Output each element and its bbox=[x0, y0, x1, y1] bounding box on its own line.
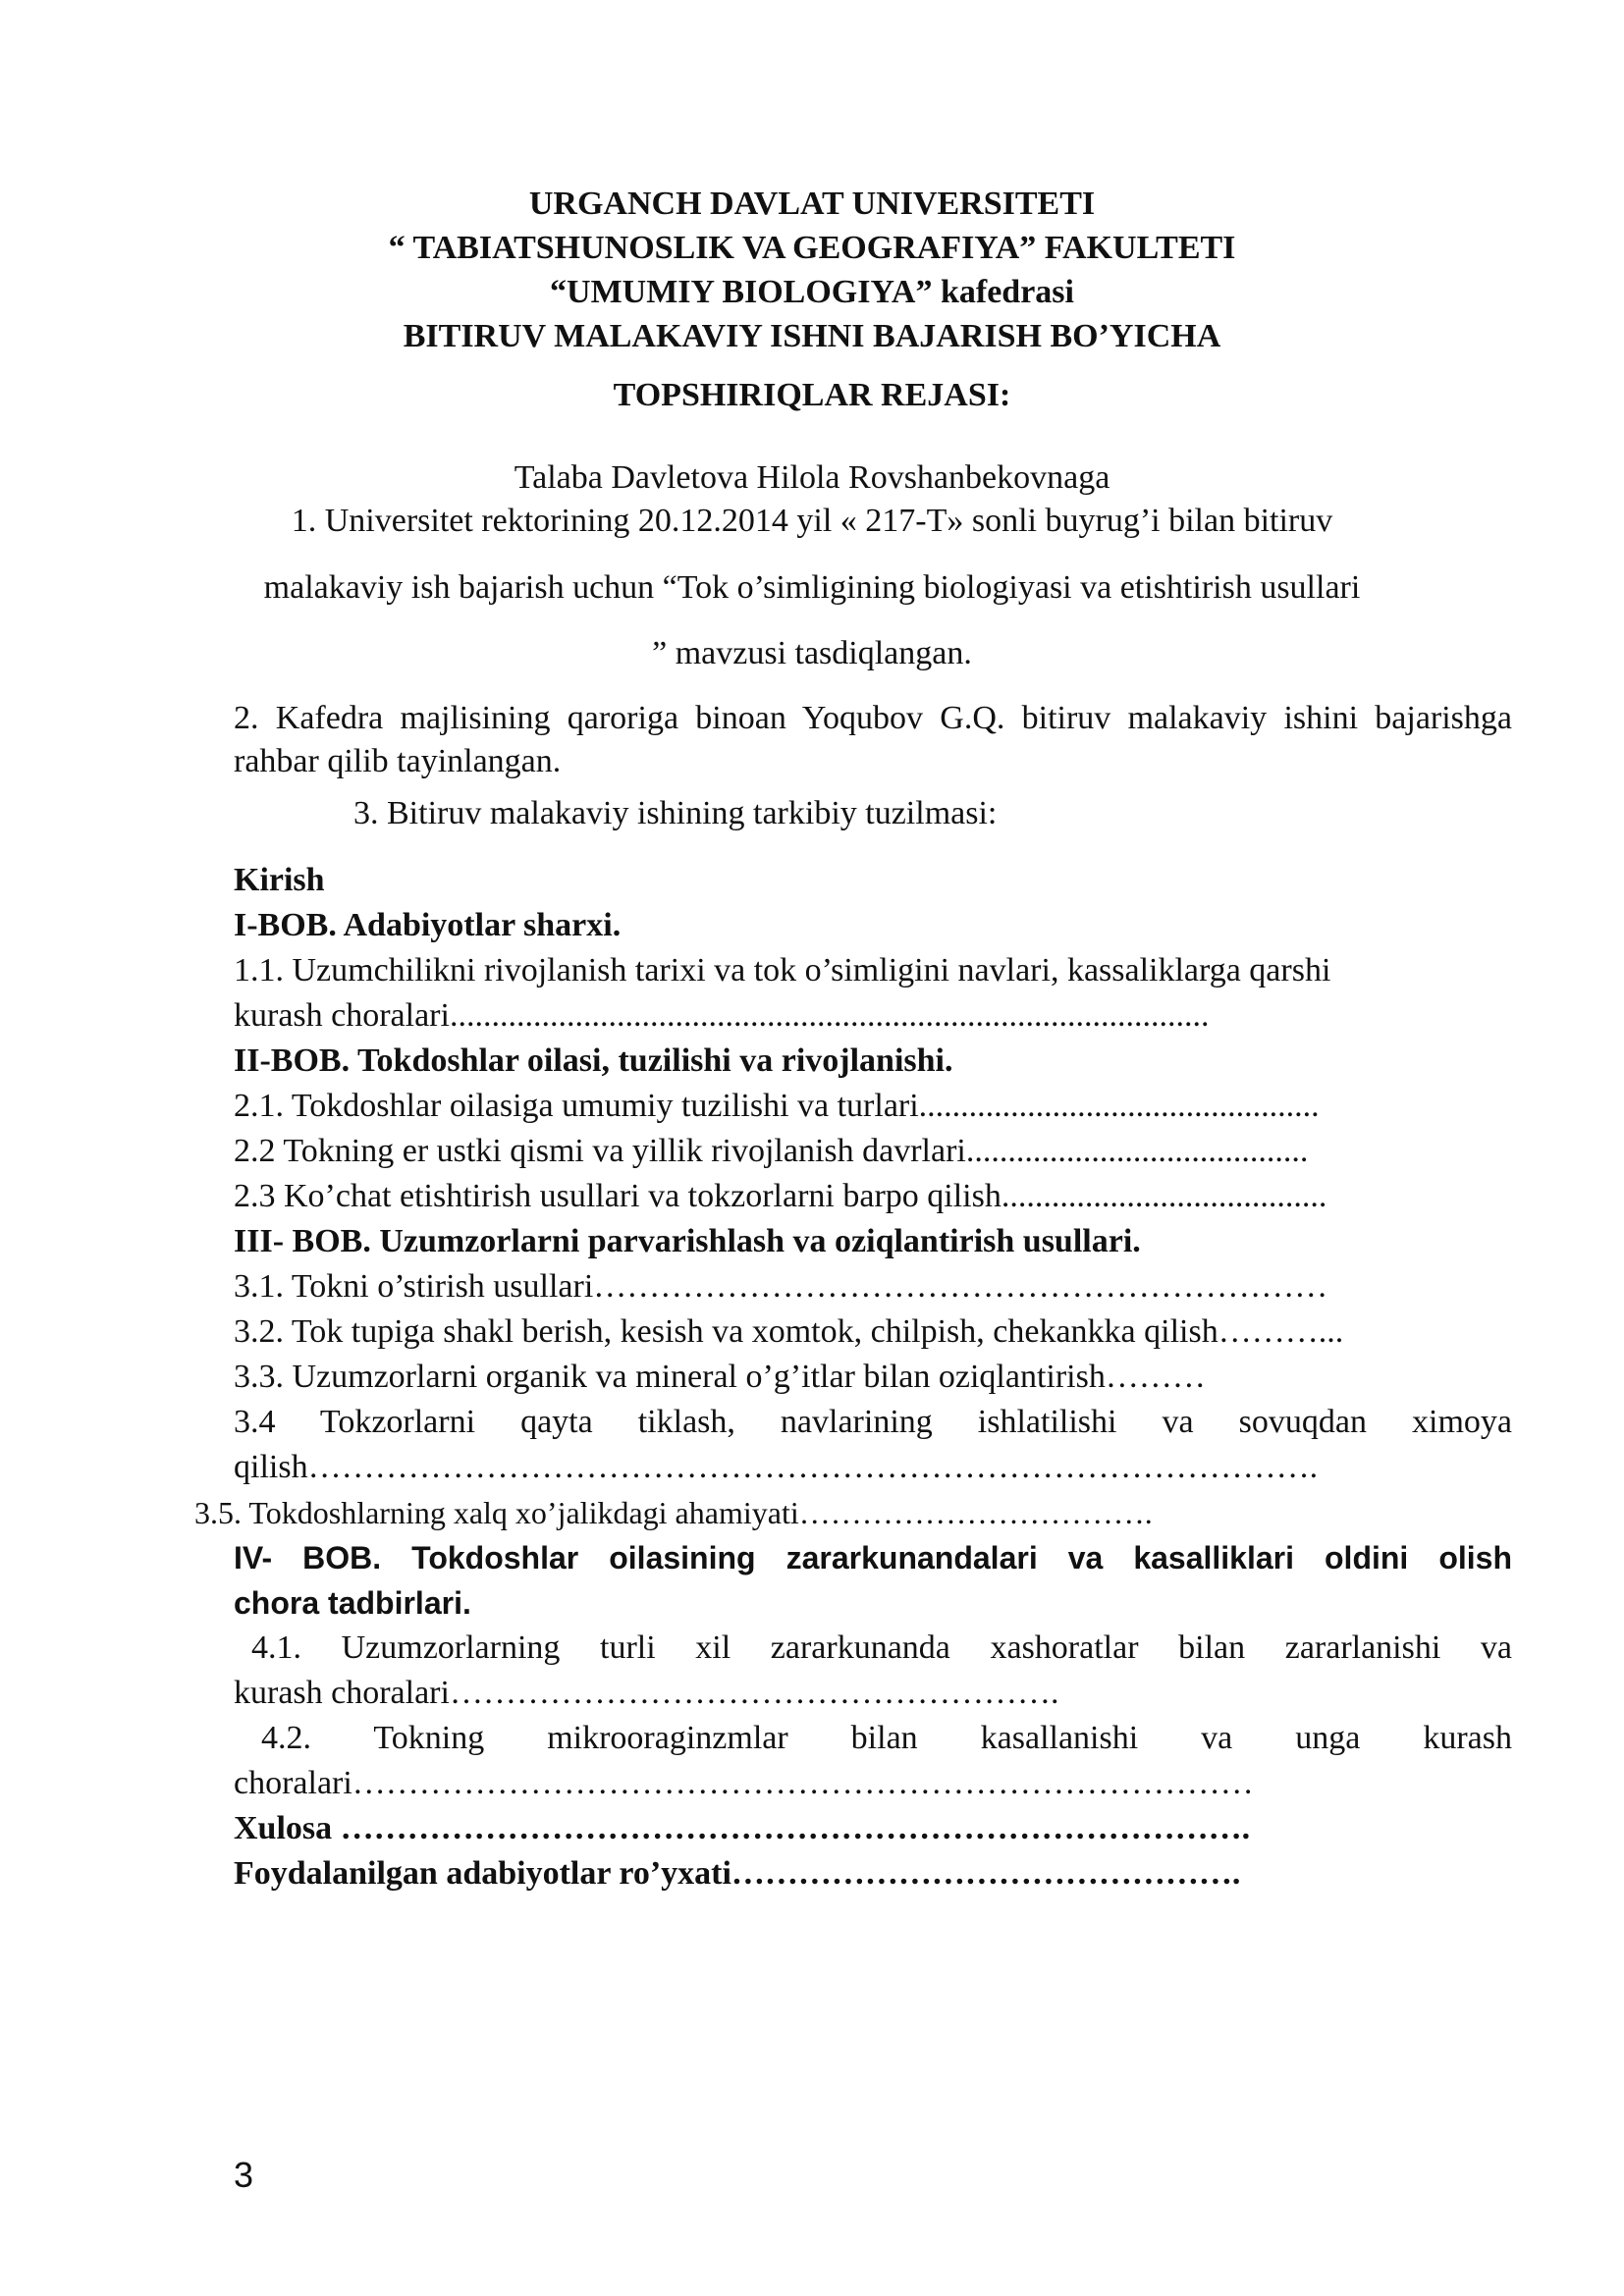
document-purpose: BITIRUV MALAKAVIY ISHNI BAJARISH BO’YICHA bbox=[403, 318, 1221, 354]
toc-chapter-4a: IV- BOB. Tokdoshlar oilasining zararkunandalari va kasalliklari oldini olish bbox=[234, 1540, 1512, 1575]
toc-section-2-3: 2.3 Ko’chat etishtirish usullari va tokzorlarni barpo qilish....................................... bbox=[234, 1178, 1327, 1214]
document-header bbox=[0, 182, 1624, 358]
item1-line3: ” mavzusi tasdiqlangan. bbox=[652, 635, 972, 671]
toc-chapter-4b: chora tadbirlari. bbox=[234, 1585, 471, 1621]
item2-paragraph: 2. Kafedra majlisining qaroriga binoan Yoqubov G.Q. bitiruv malakaviy ishini bajarishga rahbar qilib tayinlangan. bbox=[234, 700, 1512, 779]
university-name: URGANCH DAVLAT UNIVERSITETI bbox=[528, 186, 1096, 222]
department-name: “UMUMIY BIOLOGIYA” kafedrasi bbox=[550, 274, 1074, 310]
toc-conclusion: Xulosa ………………………………………………………………………. bbox=[234, 1810, 1251, 1846]
toc-chapter-2: II-BOB. Tokdoshlar oilasi, tuzilishi va rivojlanishi. bbox=[234, 1042, 953, 1079]
toc-chapter-3: III- BOB. Uzumzorlarni parvarishlash va oziqlantirish usullari. bbox=[234, 1223, 1141, 1259]
item1-line1: 1. Universitet rektorining 20.12.2014 yil « 217-T» sonli buyrug’i bilan bitiruv bbox=[291, 503, 1333, 539]
toc-section-3-3: 3.3. Uzumzorlarni organik va mineral o’g’itlar bilan oziqlantirish……… bbox=[234, 1359, 1206, 1395]
toc-section-4-1a: 4.1. Uzumzorlarning turli xil zararkunanda xashoratlar bilan zararlanishi va bbox=[251, 1629, 1512, 1666]
student-line: Talaba Davletova Hilola Rovshanbekovnaga bbox=[514, 459, 1110, 496]
toc-section-3-4b: qilish………………………………………………………………………………. bbox=[234, 1449, 1319, 1485]
toc-section-4-1b: kurash choralari………………………………………………. bbox=[234, 1675, 1059, 1711]
table-of-contents bbox=[194, 858, 1512, 1896]
toc-section-3-1: 3.1. Tokni o’stirish usullari………………………………………………………… bbox=[234, 1268, 1328, 1305]
plan-title: TOPSHIRIQLAR REJASI: bbox=[613, 377, 1011, 413]
toc-section-4-2b: choralari……………………………………………………………………… bbox=[234, 1765, 1254, 1801]
toc-section-2-2: 2.2 Tokning er ustki qismi va yillik rivojlanish davrlari......................................... bbox=[234, 1133, 1309, 1169]
toc-section-3-5: 3.5. Tokdoshlarning xalq xo’jalikdagi ahamiyati……………………………. bbox=[194, 1495, 1153, 1530]
faculty-name: “ TABIATSHUNOSLIK VA GEOGRAFIYA” FAKULTETI bbox=[388, 230, 1236, 266]
toc-section-4-2a: 4.2. Tokning mikrooraginzmlar bilan kasallanishi va unga kurash bbox=[261, 1720, 1512, 1756]
item1-line2: malakaviy ish bajarish uchun “Tok o’simligining biologiyasi va etishtirish usullari bbox=[263, 569, 1361, 606]
item3-line: 3. Bitiruv malakaviy ishining tarkibiy tuzilmasi: bbox=[353, 795, 998, 831]
toc-section-2-1: 2.1. Tokdoshlar oilasiga umumiy tuzilishi va turlari................................................ bbox=[234, 1088, 1320, 1124]
toc-chapter-1: I-BOB. Adabiyotlar sharxi. bbox=[234, 907, 622, 943]
toc-section-1-1b: kurash choralari........................................................................................... bbox=[234, 997, 1210, 1034]
page-number: 3 bbox=[234, 2155, 254, 2195]
toc-section-3-4a: 3.4 Tokzorlarni qayta tiklash, navlarining ishlatilishi va sovuqdan ximoya bbox=[234, 1404, 1512, 1440]
toc-section-1-1a: 1.1. Uzumchilikni rivojlanish tarixi va tok o’simligini navlari, kassaliklarga qarshi bbox=[234, 952, 1331, 988]
toc-introduction: Kirish bbox=[234, 862, 325, 898]
toc-references: Foydalanilgan adabiyotlar ro’yxati………………………………………. bbox=[234, 1855, 1241, 1892]
toc-section-3-2: 3.2. Tok tupiga shakl berish, kesish va xomtok, chilpish, chekankka qilish………... bbox=[234, 1313, 1344, 1350]
